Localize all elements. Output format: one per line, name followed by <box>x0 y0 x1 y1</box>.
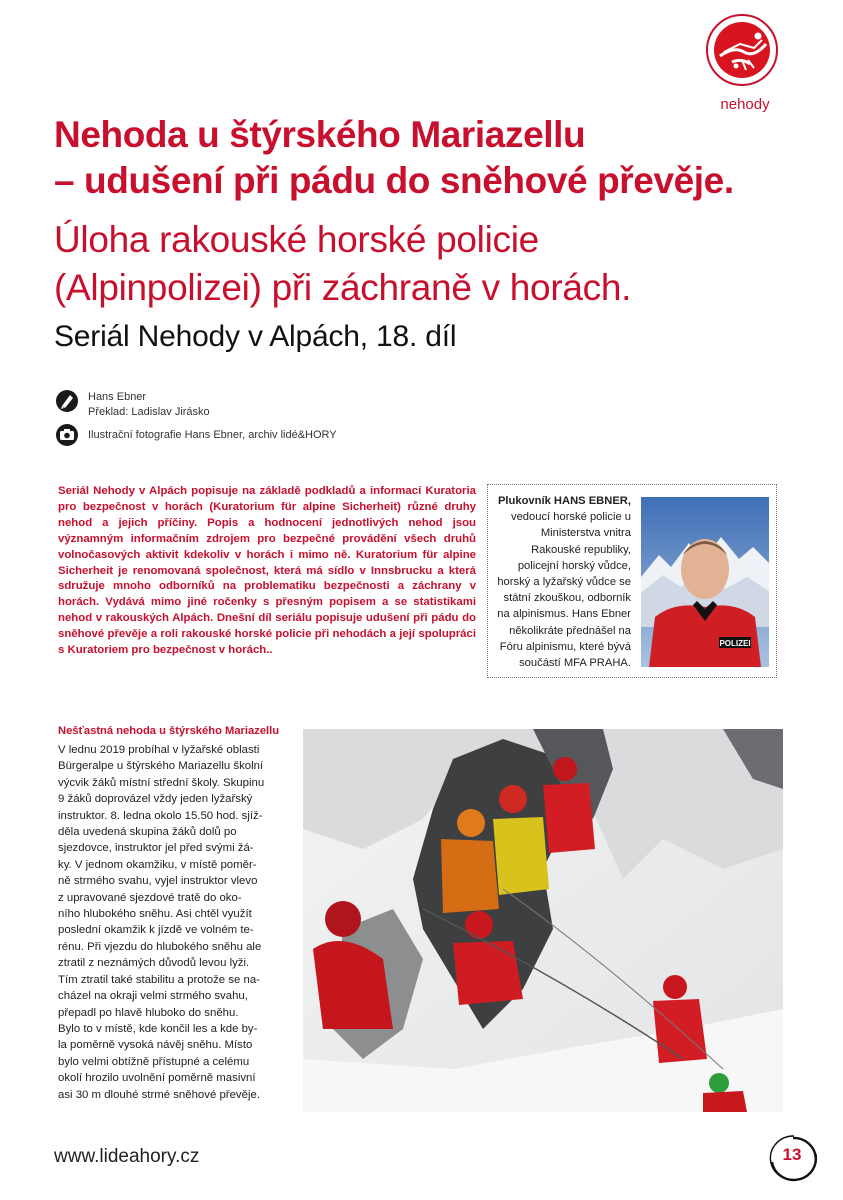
article-line: instruktor. 8. ledna okolo 15.50 hod. sjíž- <box>58 809 263 822</box>
article-subtitle-line-1: Úloha rakouské horské policie <box>54 219 539 260</box>
article-line: Bylo to v místě, kde končil les a kde by- <box>58 1022 258 1035</box>
series-title: Seriál Nehody v Alpách, 18. díl <box>54 320 457 353</box>
article-title-line-1: Nehoda u štýrského Mariazellu <box>54 114 586 155</box>
pen-icon <box>56 390 78 412</box>
article-body <box>58 742 288 1103</box>
article-line: asi 30 m dlouhé strmé sněhové převěje. <box>58 1088 260 1101</box>
footer-website: www.lideahory.cz <box>54 1146 200 1167</box>
article-line: 9 žáků doprovázel vždy jeden lyžařský <box>58 793 253 806</box>
accident-fall-icon <box>714 22 770 78</box>
article-line: přepadl po hlavě hluboko do sněhu. <box>58 1006 239 1019</box>
rescue-scene-photo <box>303 729 783 1112</box>
article-line: rénu. Při vjezdu do hlubokého sněhu ale <box>58 940 262 953</box>
section-badge <box>706 14 778 86</box>
article-line: z upravované sjezdové tratě do oko- <box>58 891 242 904</box>
article-line: V lednu 2019 probíhal v lyžařské oblasti <box>58 744 260 756</box>
article-line: poslední okamžik k jízdě ve volném te- <box>58 924 254 937</box>
article-line: ně strmého svahu, vyjel instruktor vlevo <box>58 875 258 888</box>
section-label: nehody <box>720 96 770 113</box>
article-line: cházel na okraji velmi strmého svahu, <box>58 990 248 1003</box>
author-bio <box>497 493 631 671</box>
article-subtitle-line-2: (Alpinpolizei) při záchraně v horách. <box>54 267 632 308</box>
article-line: okolí hrozilo uvolnění poměrně masivní <box>58 1072 256 1085</box>
article-line: výcvik žáků místní střední školy. Skupinu <box>58 776 265 789</box>
article-line: bylo velmi obtížně přístupné a celému <box>58 1055 250 1068</box>
article-line: děla uvedená skupina žáků dolů po <box>58 826 237 839</box>
article-line: Bürgeralpe u štýrského Mariazellu školní <box>58 760 264 773</box>
article-heading: Nešťastná nehoda u štýrského Mariazellu <box>58 725 280 737</box>
article-line: Tím ztratil také stabilitu a protože se na- <box>58 973 260 986</box>
author-bio-text: vedoucí horské policie u Ministerstva vnitra Rakouské republiky, policejní horský vůdce, horský a lyžařský vůdce se státní zkouškou, odborník na alpinismus. Hans Ebner několikráte přednášel na Fóru alpinismu, které bývá součástí MFA PRAHA. <box>497 511 631 670</box>
lead-paragraph: Seriál Nehody v Alpách popisuje na základě podkladů a informací Kuratoria pro bezpečnost v horách (Kuratorium für alpine Sicherheit) různé druhy nehod a jejich příčiny. Popis a hodnocení jednotlivých nehod jsou významným informačním zdrojem pro bezpečné provádění všech druhů volnočasových aktivit kdekoliv v horách i mimo ně. Kuratorium für alpine Sicherheit je renomovaná společnost, která má sídlo v Innsbrucku a která sdružuje mnoho odborníků na problematiku bezpečnosti a záchrany v horách. Vydává mimo jiné ročenky s přesným popisem a se statistikami nehod v rakouských Alpách. Dnešní díl seriálu popisuje udušení při pádu do sněhové převěje a roli rakouské horské policie při nehodách a její spolupráci s Kuratoriem pro bezpečnost v horách.. <box>58 485 476 657</box>
article-subtitle <box>54 216 824 312</box>
page-number: 13 <box>782 1145 802 1164</box>
article-title-line-2: – udušení při pádu do sněhové převěje. <box>54 160 734 201</box>
camera-icon <box>56 424 78 446</box>
article-line: ky. V jednom okamžiku, v místě poměr- <box>58 858 257 871</box>
article-line: ního hlubokého sněhu. Asi chtěl využít <box>58 908 252 921</box>
author-bio-name: Plukovník HANS EBNER, <box>497 495 631 507</box>
author-portrait <box>641 497 769 667</box>
author-credit: Hans Ebner <box>88 391 147 403</box>
translator-credit: Překlad: Ladislav Jirásko <box>88 406 210 418</box>
article-line: sjezdovce, instruktor jel před svými žá- <box>58 842 254 855</box>
article-title <box>54 112 824 204</box>
polizei-badge: POLIZEI <box>719 639 751 648</box>
article-line: la poměrně vysoká návěj sněhu. Místo <box>58 1039 253 1052</box>
photo-credit: Ilustrační fotografie Hans Ebner, archiv lidé&HORY <box>88 429 337 441</box>
article-line: ztratil z neznámých důvodů levou lyži. <box>58 957 250 970</box>
